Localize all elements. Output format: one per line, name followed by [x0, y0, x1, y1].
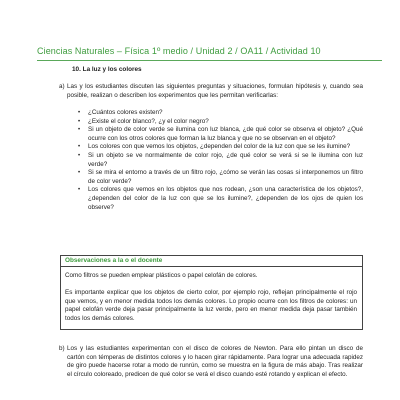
teacher-notes-paragraph: Como filtros se pueden emplear plásticos o papel celofán de colores. [65, 272, 258, 279]
teacher-notes-paragraph: Es importante explicar que los objetos de cierto color, por ejemplo rojo, reflejan principalmente el rojo que vemos, y en menor medida todos los demás colores. Lo propio ocurre con los filtros de colores: un papel celofán verde deja pasar principalmente la luz verde, pero en menor medida deja pasar también todos los demás colores. [65, 289, 357, 322]
part-a [59, 83, 363, 100]
bullet-icon: • [78, 127, 81, 134]
bullet-icon: • [78, 110, 81, 116]
part-a-label: a) [59, 83, 65, 90]
part-b [59, 345, 363, 379]
part-b-label: b) [59, 345, 65, 352]
bullet-icon: • [78, 118, 81, 125]
list-item: • Si se mira el entorno a través de un filtro rojo, ¿cómo se verán las cosas si interponemos un filtro de color verde? [78, 169, 363, 185]
part-b-text: Los y las estudiantes experimentan con el disco de colores de Newton. Para ello pintan un disco de cartón con témperas de distintos colores y lo hacen girar rápidamente. Para lograr una adecuada rapidez de giro puede hacerse rotar a modo de runrún, como se muestra en la figura de más abajo. Tras realizar el círculo coloreado, predicen de qué color se verá el disco cuando esté rotando y explican el efecto. [67, 345, 363, 378]
bullet-icon: • [78, 144, 81, 151]
bullet-icon: • [78, 187, 81, 194]
list-item: • Los colores con que vemos los objetos, ¿dependen del color de la luz con que se les ilumine? [78, 143, 351, 151]
teacher-notes-title: Observaciones a la o el docente [65, 257, 163, 264]
list-item: • Si un objeto de color verde se ilumina con luz blanca, ¿de qué color se observa el objeto? ¿Qué ocurre con los otros colores que forman la luz blanca y que no se observan en el objeto? [78, 126, 363, 142]
list-item: • ¿Cuántos colores existen? [78, 109, 163, 116]
section-title: 10. La luz y los colores [72, 66, 142, 73]
bullet-icon: • [78, 170, 81, 177]
part-a-intro: Las y los estudiantes discuten las siguientes preguntas y situaciones, formulan hipótesis y, cuando sea posible, realizan o describen los experimentos que les permitan verificarlas: [67, 83, 363, 99]
breadcrumb: Ciencias Naturales – Física 1º medio / Unidad 2 / OA11 / Actividad 10 [37, 46, 321, 56]
teacher-notes-divider [60, 266, 363, 267]
question-list [78, 109, 363, 212]
list-item: • Si un objeto se ve normalmente de color rojo, ¿de qué color se verá si se le ilumina con luz verde? [78, 151, 363, 168]
list-item: • Los colores que vemos en los objetos que nos rodean, ¿son una característica de los objetos?, ¿dependen del color de la luz con que se los ilumine?, ¿dependen de los ojos de quien los observe? [78, 186, 363, 211]
list-item: • ¿Existe el color blanco?, ¿y el color negro? [78, 117, 209, 125]
bullet-icon: • [78, 152, 81, 159]
header-divider [37, 60, 382, 61]
